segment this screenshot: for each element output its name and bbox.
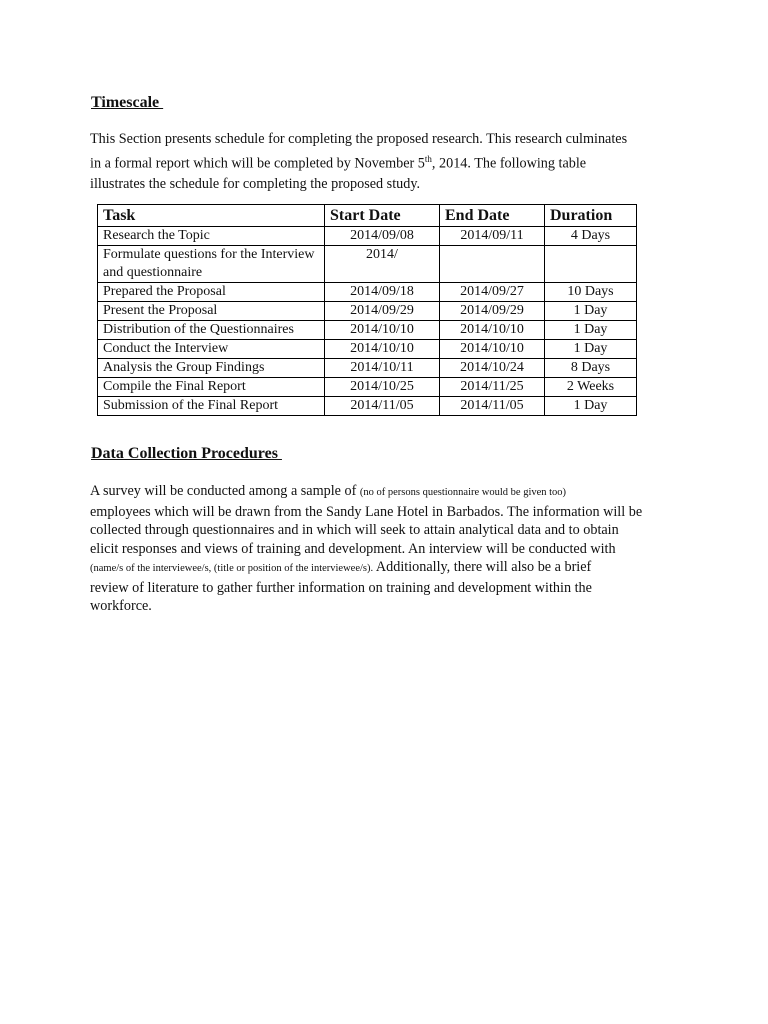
intro-line-3: illustrates the schedule for completing the proposed study. [90,176,421,193]
table-header-row [98,205,637,227]
header-duration: Duration [545,205,637,227]
table-row [98,321,637,340]
data-line-7: workforce. [90,598,152,614]
end-date-cell: 2014/09/27 [440,283,545,302]
duration-cell: 10 Days [545,283,637,302]
start-date-cell: 2014/10/10 [325,321,440,340]
data-line-1 [90,482,690,503]
task-cell: Research the Topic [98,227,325,246]
intro-line-2-tail: , 2014. The following table [431,156,587,173]
task-cell: Present the Proposal [98,302,325,321]
data-collection-heading: Data Collection Procedures [91,445,282,462]
start-date-cell: 2014/10/10 [325,340,440,359]
table-row [98,227,637,246]
end-date-cell: 2014/10/24 [440,359,545,378]
task-cell: Distribution of the Questionnaires [98,321,325,340]
task-cell: Conduct the Interview [98,340,325,359]
duration-cell: 8 Days [545,359,637,378]
data-line-6: review of literature to gather further information on training and development within the [90,579,592,596]
intro-line-2-text: in a formal report which will be completed by November 5 [90,156,425,173]
ordinal-superscript: th [424,154,432,165]
start-date-cell: 2014/09/29 [325,302,440,321]
timescale-heading: Timescale [91,94,164,111]
data-line-5 [90,558,690,579]
data-line-5-text: Additionally, there will also be a brief [373,559,592,575]
table-row [98,397,637,416]
data-line-3: collected through questionnaires and in which will seek to attain analytical data and to obtain [90,522,619,538]
duration-cell: 1 Day [545,302,637,321]
table-row [98,378,637,397]
header-end-date: End Date [440,205,545,227]
end-date-cell: 2014/11/25 [440,378,545,397]
data-line-4: elicit responses and views of training and development. An interview will be conducted with [90,540,616,557]
data-line-1-text: A survey will be conducted among a sample of [90,483,360,499]
table-row [98,246,637,283]
end-date-cell: 2014/10/10 [440,340,545,359]
schedule-table [97,204,637,416]
duration-cell [545,246,637,283]
duration-cell: 1 Day [545,397,637,416]
table-row [98,302,637,321]
start-date-cell: 2014/09/08 [325,227,440,246]
table-row [98,340,637,359]
placeholder-interviewee-note: (name/s of the interviewee/s, (title or position of the interviewee/s). [90,563,374,574]
end-date-cell: 2014/09/29 [440,302,545,321]
table-row [98,359,637,378]
task-cell: Formulate questions for the Interview and questionnaire [98,246,325,283]
task-cell: Submission of the Final Report [98,397,325,416]
end-date-cell [440,246,545,283]
timescale-intro-paragraph [90,129,690,195]
start-date-cell: 2014/09/18 [325,283,440,302]
data-line-2: employees which will be drawn from the Sandy Lane Hotel in Barbados. The information will be [90,503,643,520]
start-date-cell: 2014/10/25 [325,378,440,397]
task-cell: Compile the Final Report [98,378,325,397]
header-task: Task [98,205,325,227]
header-start-date: Start Date [325,205,440,227]
start-date-cell: 2014/ [325,246,440,283]
end-date-cell: 2014/10/10 [440,321,545,340]
duration-cell: 4 Days [545,227,637,246]
start-date-cell: 2014/10/11 [325,359,440,378]
duration-cell: 2 Weeks [545,378,637,397]
data-collection-paragraph [90,482,690,616]
duration-cell: 1 Day [545,340,637,359]
duration-cell: 1 Day [545,321,637,340]
task-cell: Analysis the Group Findings [98,359,325,378]
table-row [98,283,637,302]
end-date-cell: 2014/09/11 [440,227,545,246]
placeholder-persons-note: (no of persons questionnaire would be given too) [359,487,567,498]
intro-line-1: This Section presents schedule for completing the proposed research. This research culminates [90,131,628,147]
intro-line-2 [90,149,690,174]
end-date-cell: 2014/11/05 [440,397,545,416]
task-cell: Prepared the Proposal [98,283,325,302]
start-date-cell: 2014/11/05 [325,397,440,416]
